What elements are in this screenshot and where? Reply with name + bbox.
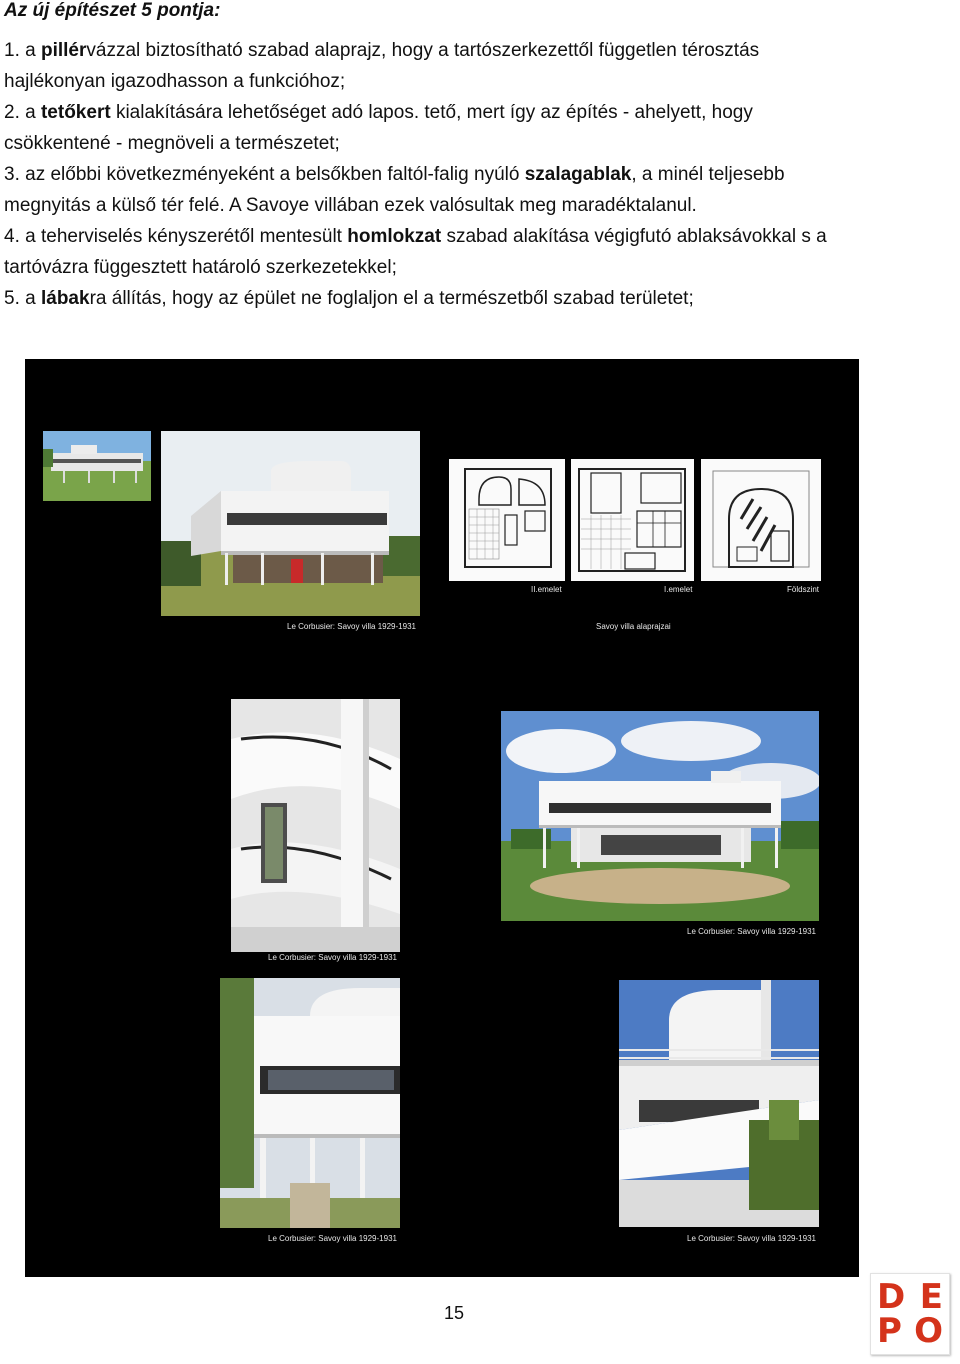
keyword-bold: lábak — [40, 288, 90, 309]
point-line — [4, 66, 954, 97]
point-text: , a minél teljesebb — [631, 164, 785, 185]
point-text: 4. a teherviselés kényszerétől mentesült — [4, 226, 348, 247]
plan-label-1st: I.emelet — [664, 585, 693, 594]
point-text: ra állítás, hogy az épület ne foglaljon el a természetből szabad területet; — [89, 288, 694, 309]
villa-front-photo — [501, 711, 819, 921]
point-text: 1. a — [4, 40, 41, 61]
point-text: megnyitás a külső tér felé. A Savoye villában ezek valósultak meg maradéktalanul. — [4, 195, 697, 216]
caption-villa-5: Le Corbusier: Savoy villa 1929-1931 — [687, 1234, 816, 1243]
floor-plan-1st — [571, 459, 694, 581]
point-line — [4, 159, 954, 190]
text-block — [4, 0, 954, 314]
logo-letter: P — [877, 1311, 902, 1351]
page-number: 15 — [443, 1303, 465, 1323]
point-line — [4, 128, 954, 159]
logo-letter: D — [877, 1277, 906, 1317]
heading: Az új építészet 5 pontja: — [4, 0, 221, 21]
villa-thumbnail-photo — [43, 431, 151, 501]
caption-plans: Savoy villa alaprajzai — [596, 622, 671, 631]
point-line — [4, 35, 954, 66]
villa-roof-terrace-photo — [619, 980, 819, 1227]
point-line — [4, 190, 954, 221]
point-text: tartóvázra függesztett határoló szerkezetekkel; — [4, 257, 397, 278]
points-list — [4, 35, 954, 314]
floor-plan-ground — [701, 459, 821, 581]
logo-letter: O — [914, 1311, 943, 1351]
plan-label-ground: Földszint — [787, 585, 820, 594]
caption-villa-3: Le Corbusier: Savoy villa 1929-1931 — [687, 927, 816, 936]
plan-label-2nd: II.emelet — [531, 585, 562, 594]
point-text: vázzal biztosítható szabad alaprajz, hogy a tartószerkezettől független térosztás — [86, 40, 760, 61]
point-text: 3. az előbbi következményeként a belsőkben faltól-falig nyúló — [4, 164, 525, 185]
caption-villa-2: Le Corbusier: Savoy villa 1929-1931 — [268, 953, 397, 962]
point-line — [4, 221, 954, 252]
keyword-bold: homlokzat — [347, 226, 442, 247]
villa-main-photo — [161, 431, 420, 616]
caption-villa-1: Le Corbusier: Savoy villa 1929-1931 — [287, 622, 416, 631]
point-text: kialakítására lehetőséget adó lapos. tető, mert így az építés - ahelyett, hogy — [110, 102, 753, 123]
point-text: csökkentené - megnöveli a természetet; — [4, 133, 340, 154]
point-text: 2. a — [4, 102, 41, 123]
floor-plan-2nd — [449, 459, 565, 581]
point-line — [4, 252, 954, 283]
keyword-bold: tetőkert — [40, 102, 111, 123]
point-text: szabad alakítása végigfutó ablaksávokkal s a — [441, 226, 827, 247]
point-text: hajlékonyan igazodhasson a funkcióhoz; — [4, 71, 346, 92]
point-line — [4, 97, 954, 128]
keyword-bold: szalagablak — [524, 164, 632, 185]
image-panel — [25, 359, 859, 1277]
point-text: 5. a — [4, 288, 41, 309]
villa-interior-ramp-photo — [231, 699, 400, 952]
keyword-bold: pillér — [40, 40, 87, 61]
villa-pilotis-photo — [220, 978, 400, 1228]
logo-letter: E — [919, 1277, 943, 1317]
caption-villa-4: Le Corbusier: Savoy villa 1929-1931 — [268, 1234, 397, 1243]
depo-logo — [870, 1273, 950, 1355]
point-line — [4, 283, 954, 314]
